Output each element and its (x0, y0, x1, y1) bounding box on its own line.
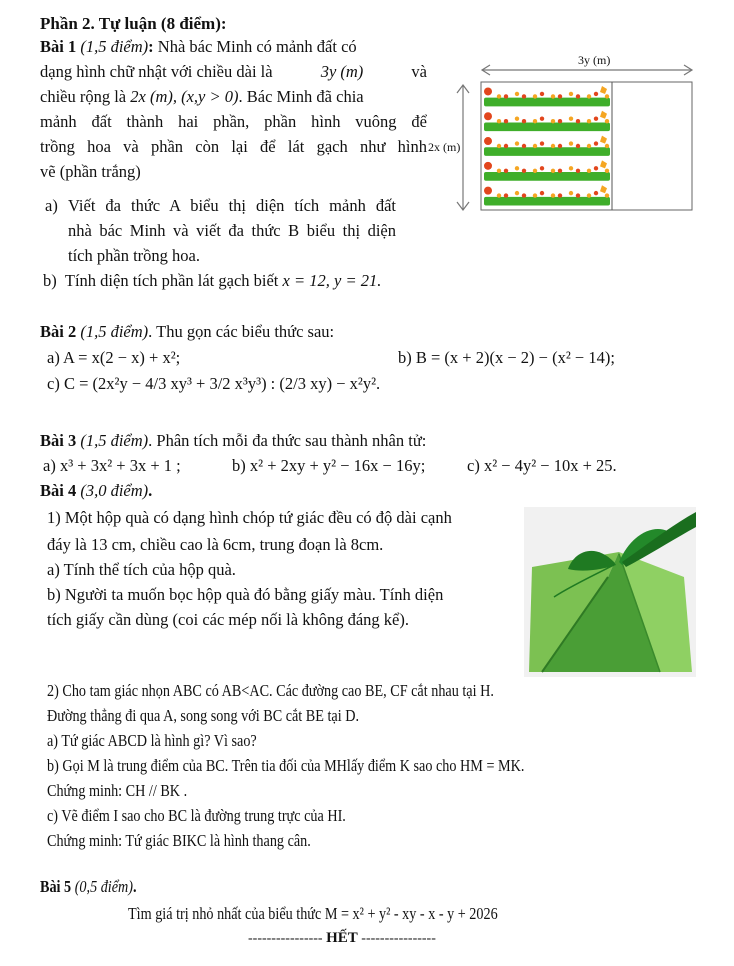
bai1-b-text: Tính diện tích phần lát gạch biết (64, 271, 279, 290)
flower (540, 92, 544, 96)
grass-strip (484, 122, 610, 131)
bai3-label: Bài 3 (40, 431, 77, 450)
bai5-title (40, 877, 137, 897)
garden-figure (420, 48, 700, 218)
bai3-c: c) x² − 4y² − 10x + 25. (467, 456, 617, 475)
flower (605, 144, 609, 148)
flower (497, 169, 501, 173)
flower (533, 119, 537, 123)
flower (540, 141, 544, 145)
flower (558, 169, 562, 173)
bai4-part2-line: a) Tứ giác ABCD là hình gì? Vì sao? (47, 731, 257, 750)
flower (515, 166, 519, 170)
bai1-text: . Bác Minh đã chia (238, 87, 364, 106)
flower (551, 169, 555, 173)
bai4-label: Bài 4 (40, 481, 77, 500)
bai4-part2-line: Chứng minh: Tứ giác BIKC là hình thang cân. (47, 831, 311, 850)
bai5-dot: . (133, 877, 137, 896)
flower (569, 117, 573, 121)
bai5-text: Tìm giá trị nhỏ nhất của biểu thức (128, 904, 322, 923)
bai3-title-text: . Phân tích mỗi đa thức sau thành nhân tử: (148, 431, 427, 450)
flower (504, 144, 508, 148)
bai4-part1-line: a) Tính thể tích của hộp quà. (47, 560, 236, 579)
flower (515, 92, 519, 96)
bai1-text: Nhà bác Minh có mảnh đất có (157, 37, 357, 56)
flower (587, 193, 591, 197)
flower (594, 92, 598, 96)
section-heading: Phần 2. Tự luận (8 điểm): (40, 14, 227, 33)
flower (497, 144, 501, 148)
flower (515, 141, 519, 145)
flower (576, 169, 580, 173)
end-dashes-left: ---------------- (248, 931, 323, 946)
bai2-points: (1,5 điểm) (80, 322, 149, 341)
flower (605, 193, 609, 197)
bai1-text: dạng hình chữ nhật với chiều dài là (40, 62, 273, 81)
flower (594, 191, 598, 195)
flower (594, 117, 598, 121)
flower (484, 187, 492, 195)
bai2-c: c) C = (2x²y − 4/3 xy³ + 3/2 x³y³) : (2/3 xy) − x²y². (47, 374, 381, 393)
bai5-question (128, 904, 498, 924)
flower (576, 119, 580, 123)
flower (533, 144, 537, 148)
bai4-part1-line: tích giấy cần dùng (coi các mép nối là không đáng kể). (47, 610, 409, 629)
flower (551, 144, 555, 148)
bai5-label: Bài 5 (40, 877, 72, 896)
bai3-a: a) x³ + 3x² + 3x + 1 ; (43, 456, 181, 475)
flower (551, 119, 555, 123)
flower (569, 92, 573, 96)
bai1-b-label: b) (43, 271, 57, 290)
grass-strip (484, 147, 610, 156)
end-dashes-right: ---------------- (361, 931, 436, 946)
bai4-points: (3,0 điểm) (80, 481, 149, 500)
gift-box-image (524, 507, 696, 677)
bai1-line-6: vẽ (phần trắng) (40, 162, 141, 181)
flower (540, 117, 544, 121)
flower (515, 191, 519, 195)
flower (569, 191, 573, 195)
flower (558, 144, 562, 148)
bai4-part2-line: 2) Cho tam giác nhọn ABC có AB<AC. Các đường cao BE, CF cắt nhau tại H. (47, 681, 494, 700)
flower (540, 191, 544, 195)
flower (587, 94, 591, 98)
flower (569, 141, 573, 145)
bai1-points: (1,5 điểm) (80, 37, 149, 56)
flower (533, 193, 537, 197)
bai2-title-text: . Thu gọn các biểu thức sau: (148, 322, 335, 341)
bai1-length: 3y (m) (320, 62, 364, 81)
bai1-a-label: a) (45, 196, 58, 215)
bai1-line-1 (40, 37, 427, 57)
bai4-part2-line: Chứng minh: CH // BK . (47, 781, 188, 800)
bai4-title (40, 481, 152, 501)
bai1-a-line: nhà bác Minh và viết đa thức B biểu thị diện (68, 221, 396, 240)
bai2-a: a) A = x(2 − x) + x²; (47, 348, 181, 367)
grass-strip (484, 197, 610, 206)
flower (576, 144, 580, 148)
bai4-part1-line: đáy là 13 cm, chiều cao là 6cm, trung đoạn là 8cm. (47, 535, 384, 554)
bai1-line-5: trồng hoa và phần còn lại để lát gạch như hình (40, 137, 427, 156)
flower (522, 193, 526, 197)
flower (497, 94, 501, 98)
bai5-points: (0,5 điểm) (74, 877, 134, 896)
bai4-part2-line: c) Vẽ điểm I sao cho BC là đường trung trực của HI. (47, 806, 346, 825)
flower (551, 193, 555, 197)
flower (522, 119, 526, 123)
end-label: HẾT (326, 930, 358, 946)
bai3-points: (1,5 điểm) (80, 431, 149, 450)
flower (551, 94, 555, 98)
bai5-expr: M = x² + y² - xy - x - y + 2026 (324, 904, 498, 923)
flower (522, 144, 526, 148)
bai1-b-values: x = 12, y = 21. (282, 271, 382, 290)
grass-strip (484, 98, 610, 107)
bai1-colon: : (148, 37, 154, 56)
flower (533, 169, 537, 173)
flower (594, 141, 598, 145)
flower (484, 112, 492, 120)
bai1-a-line: tích phần trồng hoa. (68, 246, 200, 265)
garden-diagram (420, 48, 700, 218)
bai4-part1-line: b) Người ta muốn bọc hộp quà đó bằng giấy màu. Tính diện (47, 585, 444, 604)
flower (540, 166, 544, 170)
flower (587, 119, 591, 123)
flower (558, 193, 562, 197)
flower (576, 193, 580, 197)
flower (497, 119, 501, 123)
grass-strip (484, 172, 610, 181)
bai4-part1-line: 1) Một hộp quà có dạng hình chóp tứ giác đều có độ dài cạnh (47, 508, 452, 527)
bai1-text: và (411, 62, 427, 81)
flower (504, 94, 508, 98)
flower (587, 169, 591, 173)
flower (504, 169, 508, 173)
bai4-part2-line: b) Gọi M là trung điểm của BC. Trên tia đối của MHlấy điểm K sao cho HM = MK. (47, 756, 525, 775)
bai1-label: Bài 1 (40, 37, 77, 56)
bai1-line-4: mảnh đất thành hai phần, phần hình vuông để (40, 112, 427, 131)
flower (587, 144, 591, 148)
flower (569, 166, 573, 170)
flower (558, 119, 562, 123)
flower (576, 94, 580, 98)
flower (504, 193, 508, 197)
bai2-label: Bài 2 (40, 322, 77, 341)
height-label: 2x (m) (428, 140, 461, 154)
bai1-width: 2x (m), (x,y > 0) (130, 87, 239, 106)
end-marker (248, 930, 436, 947)
flower (497, 193, 501, 197)
flower (605, 119, 609, 123)
flower (515, 117, 519, 121)
flower (484, 87, 492, 95)
flower (605, 169, 609, 173)
flower (558, 94, 562, 98)
flower (605, 94, 609, 98)
flower (504, 119, 508, 123)
bai1-line-3 (40, 87, 364, 107)
flower (594, 166, 598, 170)
bai3-b: b) x² + 2xy + y² − 16x − 16y; (232, 456, 426, 475)
bai3-title (40, 431, 426, 451)
bai2-title (40, 322, 334, 342)
bai2-b: b) B = (x + 2)(x − 2) − (x² − 14); (398, 348, 615, 367)
bai1-a-line: Viết đa thức A biểu thị diện tích mảnh đất (68, 196, 396, 215)
width-label: 3y (m) (578, 53, 611, 67)
bai1-line-2 (40, 62, 427, 82)
flower (533, 94, 537, 98)
flower (484, 162, 492, 170)
bai1-b (43, 271, 381, 291)
bai4-part2-line: Đường thẳng đi qua A, song song với BC cắt BE tại D. (47, 706, 360, 725)
flower (522, 169, 526, 173)
flower (484, 137, 492, 145)
flower (522, 94, 526, 98)
bai1-text: chiều rộng là (40, 87, 127, 106)
bai4-dot: . (148, 481, 153, 500)
